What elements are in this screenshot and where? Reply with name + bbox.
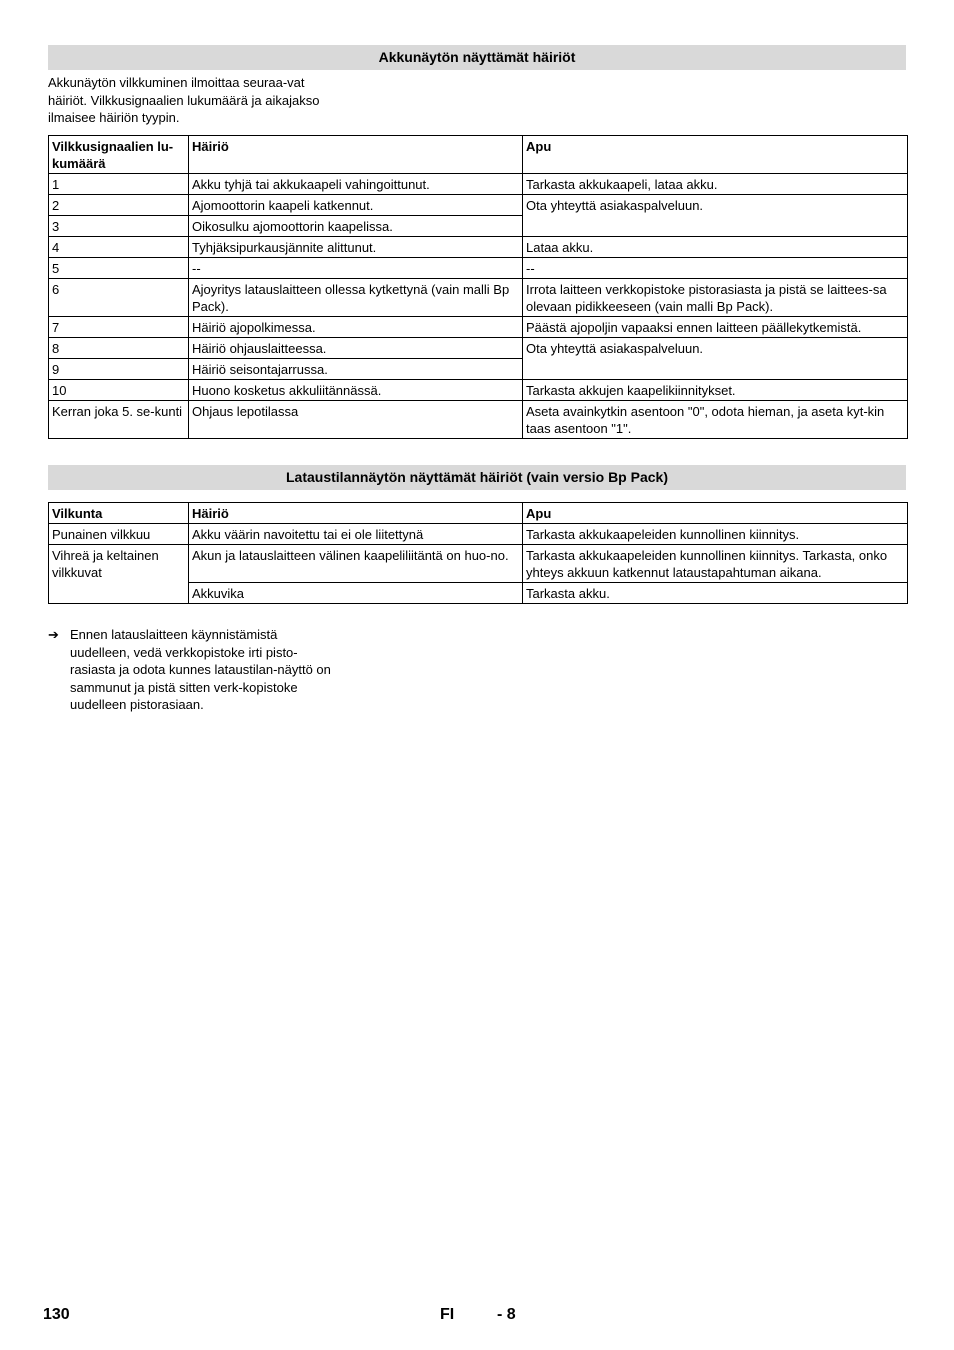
sub-page-number: - 8: [497, 1306, 516, 1323]
cell-help: --: [523, 258, 908, 279]
cell-count: 8: [49, 338, 189, 359]
cell-fault: Häiriö seisontajarrussa.: [189, 359, 523, 380]
section-title-charge-display-faults: Lataustilannäytön näyttämät häiriöt (vain versio Bp Pack): [48, 465, 906, 490]
language-code: FI: [440, 1306, 455, 1323]
table-row: [49, 338, 908, 359]
cell-fault: --: [189, 258, 523, 279]
cell-fault: Akku väärin navoitettu tai ei ole liitettynä: [189, 524, 523, 545]
cell-help: Irrota laitteen verkkopistoke pistorasiasta ja pistä se laittees-sa olevaan pidikkeeseen (vain malli Bp Pack).: [523, 279, 908, 317]
cell-fault: Akku tyhjä tai akkukaapeli vahingoittunut.: [189, 174, 523, 195]
cell-fault: Ajoyritys latauslaitteen ollessa kytkettynä (vain malli Bp Pack).: [189, 279, 523, 317]
charge-fault-table: [48, 502, 908, 604]
table-row: [49, 237, 908, 258]
table-header-row: [49, 136, 908, 174]
cell-count: 3: [49, 216, 189, 237]
cell-count: 1: [49, 174, 189, 195]
cell-help: Tarkasta akkukaapeleiden kunnollinen kiinnitys. Tarkasta, onko yhteys akkuun katkennut lataustapahtuman aikana.: [523, 545, 908, 583]
cell-count: 5: [49, 258, 189, 279]
cell-count: Kerran joka 5. se-kunti: [49, 401, 189, 439]
cell-help: Tarkasta akkukaapeli, lataa akku.: [523, 174, 908, 195]
table-header-row: [49, 503, 908, 524]
intro-text: Akkunäytön vilkkuminen ilmoittaa seuraa-vat häiriöt. Vilkkusignaalien lukumäärä ja aikajakso ilmaisee häiriön tyypin.: [48, 75, 320, 125]
table-row: [49, 279, 908, 317]
table-row: [49, 174, 908, 195]
table-row: [49, 524, 908, 545]
cell-blink: Vihreä ja keltainen vilkkuvat: [49, 545, 189, 604]
cell-help: Tarkasta akkukaapeleiden kunnollinen kiinnitys.: [523, 524, 908, 545]
cell-count: 7: [49, 317, 189, 338]
cell-fault: Häiriö ohjauslaitteessa.: [189, 338, 523, 359]
cell-count: 6: [49, 279, 189, 317]
cell-help: Ota yhteyttä asiakaspalveluun.: [523, 338, 908, 380]
header-blink: Vilkunta: [49, 503, 189, 524]
header-fault: Häiriö: [189, 136, 523, 174]
cell-blink: Punainen vilkkuu: [49, 524, 189, 545]
cell-help: Tarkasta akkujen kaapelikiinnitykset.: [523, 380, 908, 401]
page-number: 130: [43, 1306, 70, 1323]
header-count: Vilkkusignaalien lu-kumäärä: [49, 136, 189, 174]
table-row: [49, 258, 908, 279]
cell-count: 10: [49, 380, 189, 401]
cell-count: 2: [49, 195, 189, 216]
table-row: [49, 545, 908, 583]
cell-help: Aseta avainkytkin asentoon "0", odota hieman, ja aseta kyt-kin taas asentoon "1".: [523, 401, 908, 439]
note-text: Ennen latauslaitteen käynnistämistä uudelleen, vedä verkkopistoke irti pisto-rasiasta ja odota kunnes lataustilan-näyttö on sammunut ja pistä sitten verk-kopistoke uudelleen pistorasiaan.: [70, 627, 331, 712]
charger-restart-note: [48, 626, 338, 714]
table-row: [49, 317, 908, 338]
cell-count: 9: [49, 359, 189, 380]
table-row: [49, 401, 908, 439]
cell-fault: Häiriö ajopolkimessa.: [189, 317, 523, 338]
battery-fault-table: [48, 135, 908, 439]
cell-help: Lataa akku.: [523, 237, 908, 258]
arrow-right-icon: ➔: [48, 627, 59, 642]
table-row: [49, 195, 908, 216]
cell-fault: Ohjaus lepotilassa: [189, 401, 523, 439]
cell-fault: Oikosulku ajomoottorin kaapelissa.: [189, 216, 523, 237]
cell-help: Tarkasta akku.: [523, 583, 908, 604]
cell-fault: Akkuvika: [189, 583, 523, 604]
section-title-battery-faults: Akkunäytön näyttämät häiriöt: [48, 45, 906, 70]
header-help: Apu: [523, 136, 908, 174]
cell-count: 4: [49, 237, 189, 258]
cell-fault: Tyhjäksipurkausjännite alittunut.: [189, 237, 523, 258]
header-help: Apu: [523, 503, 908, 524]
header-fault: Häiriö: [189, 503, 523, 524]
cell-help: Ota yhteyttä asiakaspalveluun.: [523, 195, 908, 237]
cell-help: Päästä ajopoljin vapaaksi ennen laitteen päällekytkemistä.: [523, 317, 908, 338]
cell-fault: Huono kosketus akkuliitännässä.: [189, 380, 523, 401]
table-row: [49, 380, 908, 401]
cell-fault: Akun ja latauslaitteen välinen kaapeliliitäntä on huo-no.: [189, 545, 523, 583]
cell-fault: Ajomoottorin kaapeli katkennut.: [189, 195, 523, 216]
